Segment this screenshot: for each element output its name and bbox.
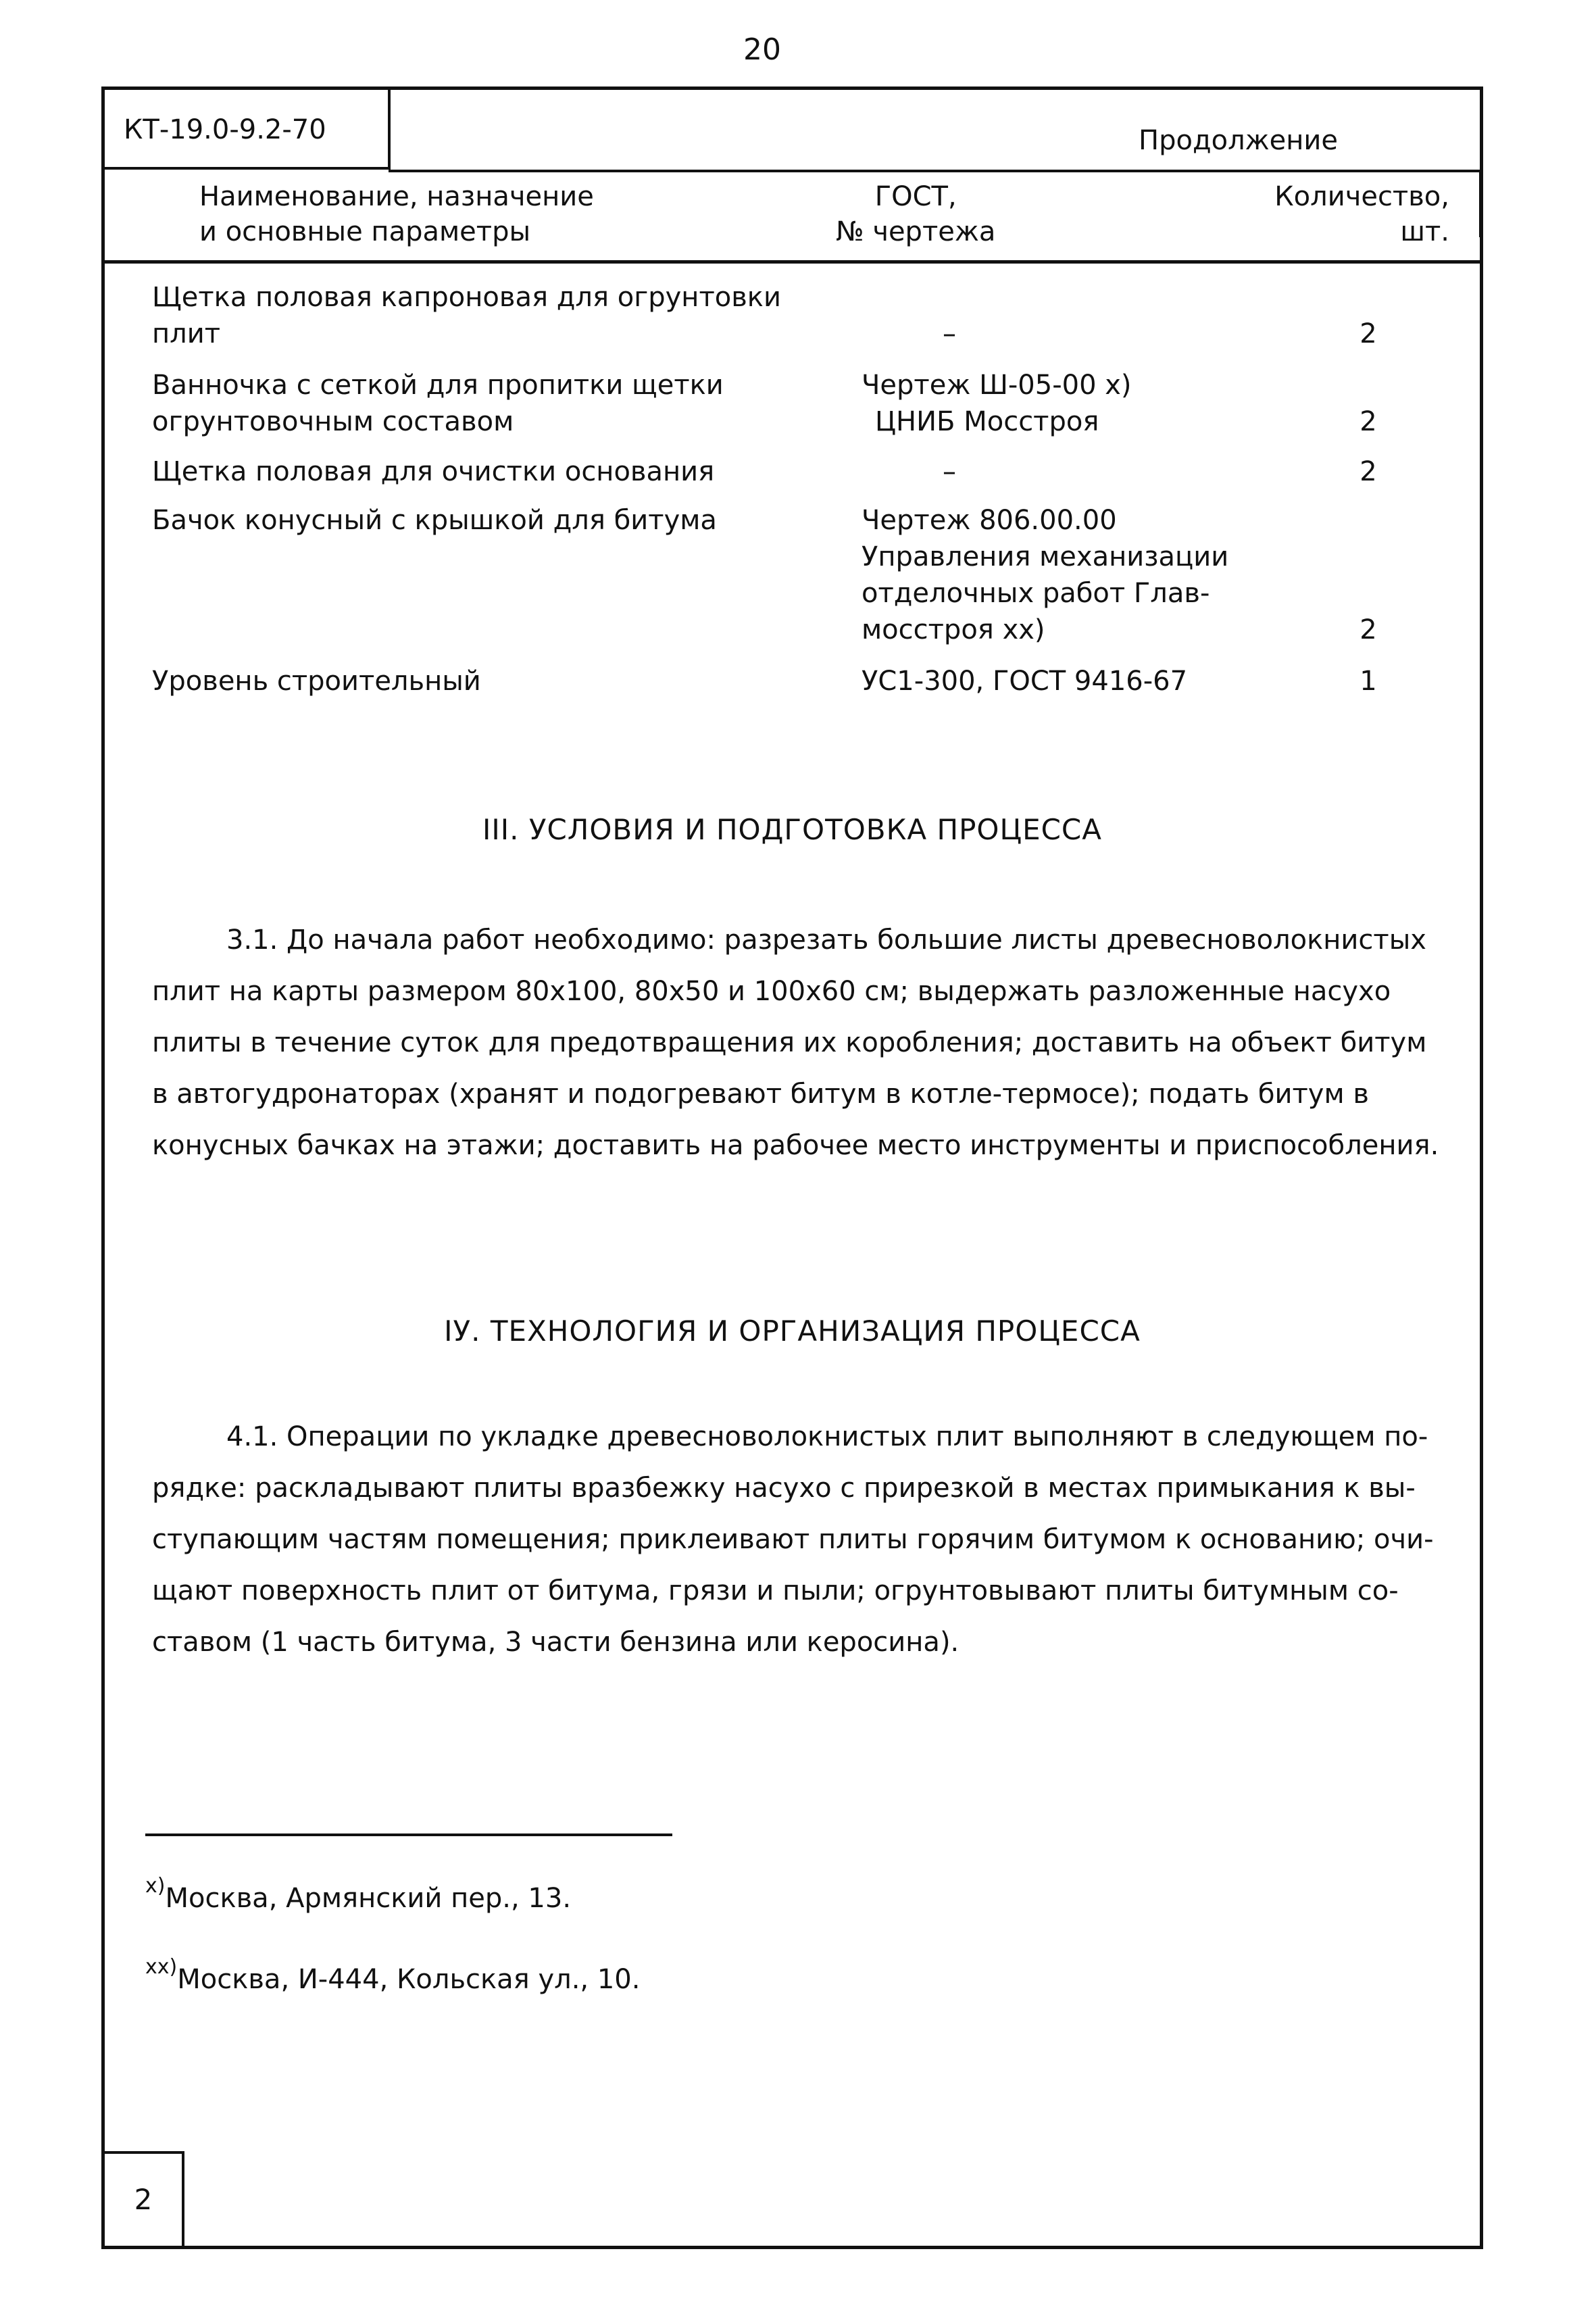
row-gost: – — [943, 318, 956, 349]
document-code: КТ-19.0-9.2-70 — [105, 90, 391, 170]
row-gost: УС1-300, ГОСТ 9416-67 — [862, 666, 1188, 697]
row-name: Бачок конусный с крышкой для битума — [152, 505, 717, 536]
column-header-gost: ГОСТ, № чертежа — [836, 181, 996, 247]
footnote-2: $^{xx)}$Москва, И-444, Кольская ул., 10. — [145, 1955, 641, 1995]
row-name: Уровень строительный — [152, 666, 481, 697]
section-paragraph-technology: 4.1. Операции по укладке древесноволокнистых плит выполняют в следующем по- рядке: раскладывают плиты вразбежку насухо с прирезкой в местах примыкания к вы- ступающим частям помещения; приклеивают плиты горячим битумом к основанию; очи- щают поверхность плит от битума, грязи и пыли; огрунтовывают плиты битумным со- ставом (1 часть битума, 3 части бензина или керосина). — [152, 1421, 1434, 1658]
document-frame — [101, 87, 1483, 2249]
row-name: Ванночка с сеткой для пропитки щетки огрунтовочным составом — [152, 370, 724, 437]
column-header-quantity: Количество, шт. — [1274, 181, 1449, 247]
row-quantity: 2 — [1360, 406, 1377, 437]
row-quantity: 2 — [1360, 318, 1377, 349]
row-gost: Чертеж Ш-05-00 x) ЦНИБ Мосстроя — [862, 370, 1132, 437]
header-divider — [389, 170, 1480, 172]
table-header-rule — [105, 260, 1480, 264]
page-number: 20 — [743, 32, 781, 67]
section-title-conditions: III. УСЛОВИЯ И ПОДГОТОВКА ПРОЦЕССА — [482, 813, 1102, 846]
sheet-number: 2 — [105, 2151, 184, 2246]
row-name: Щетка половая для очистки основания — [152, 456, 715, 487]
section-title-technology: IУ. ТЕХНОЛОГИЯ И ОРГАНИЗАЦИЯ ПРОЦЕССА — [444, 1314, 1141, 1348]
row-quantity: 1 — [1360, 666, 1377, 697]
row-quantity: 2 — [1360, 614, 1377, 645]
row-name: Щетка половая капроновая для огрунтовки плит — [152, 282, 781, 349]
footnote-divider — [145, 1833, 672, 1836]
continuation-label: Продолжение — [1139, 125, 1339, 156]
row-gost: Чертеж 806.00.00 Управления механизации отделочных работ Глав- мосстроя xx) — [862, 505, 1229, 645]
header-right-mark — [1479, 170, 1483, 237]
row-gost: – — [943, 456, 956, 487]
footnote-1: $^{x)}$Москва, Армянский пер., 13. — [145, 1874, 572, 1914]
column-header-name: Наименование, назначение и основные параметры — [199, 181, 594, 247]
row-quantity: 2 — [1360, 456, 1377, 487]
section-paragraph-conditions: 3.1. До начала работ необходимо: разрезать большие листы древесноволокнистых плит на карты размером 80х100, 80х50 и 100х60 см; выдержать разложенные насухо плиты в течение суток для предотвращения их коробления; доставить на объект битум в автогудронаторах (хранят и подогревают битум в котле-термосе); подать битум в конусных бачках на этажи; доставить на рабочее место инструменты и приспособления. — [152, 925, 1439, 1161]
